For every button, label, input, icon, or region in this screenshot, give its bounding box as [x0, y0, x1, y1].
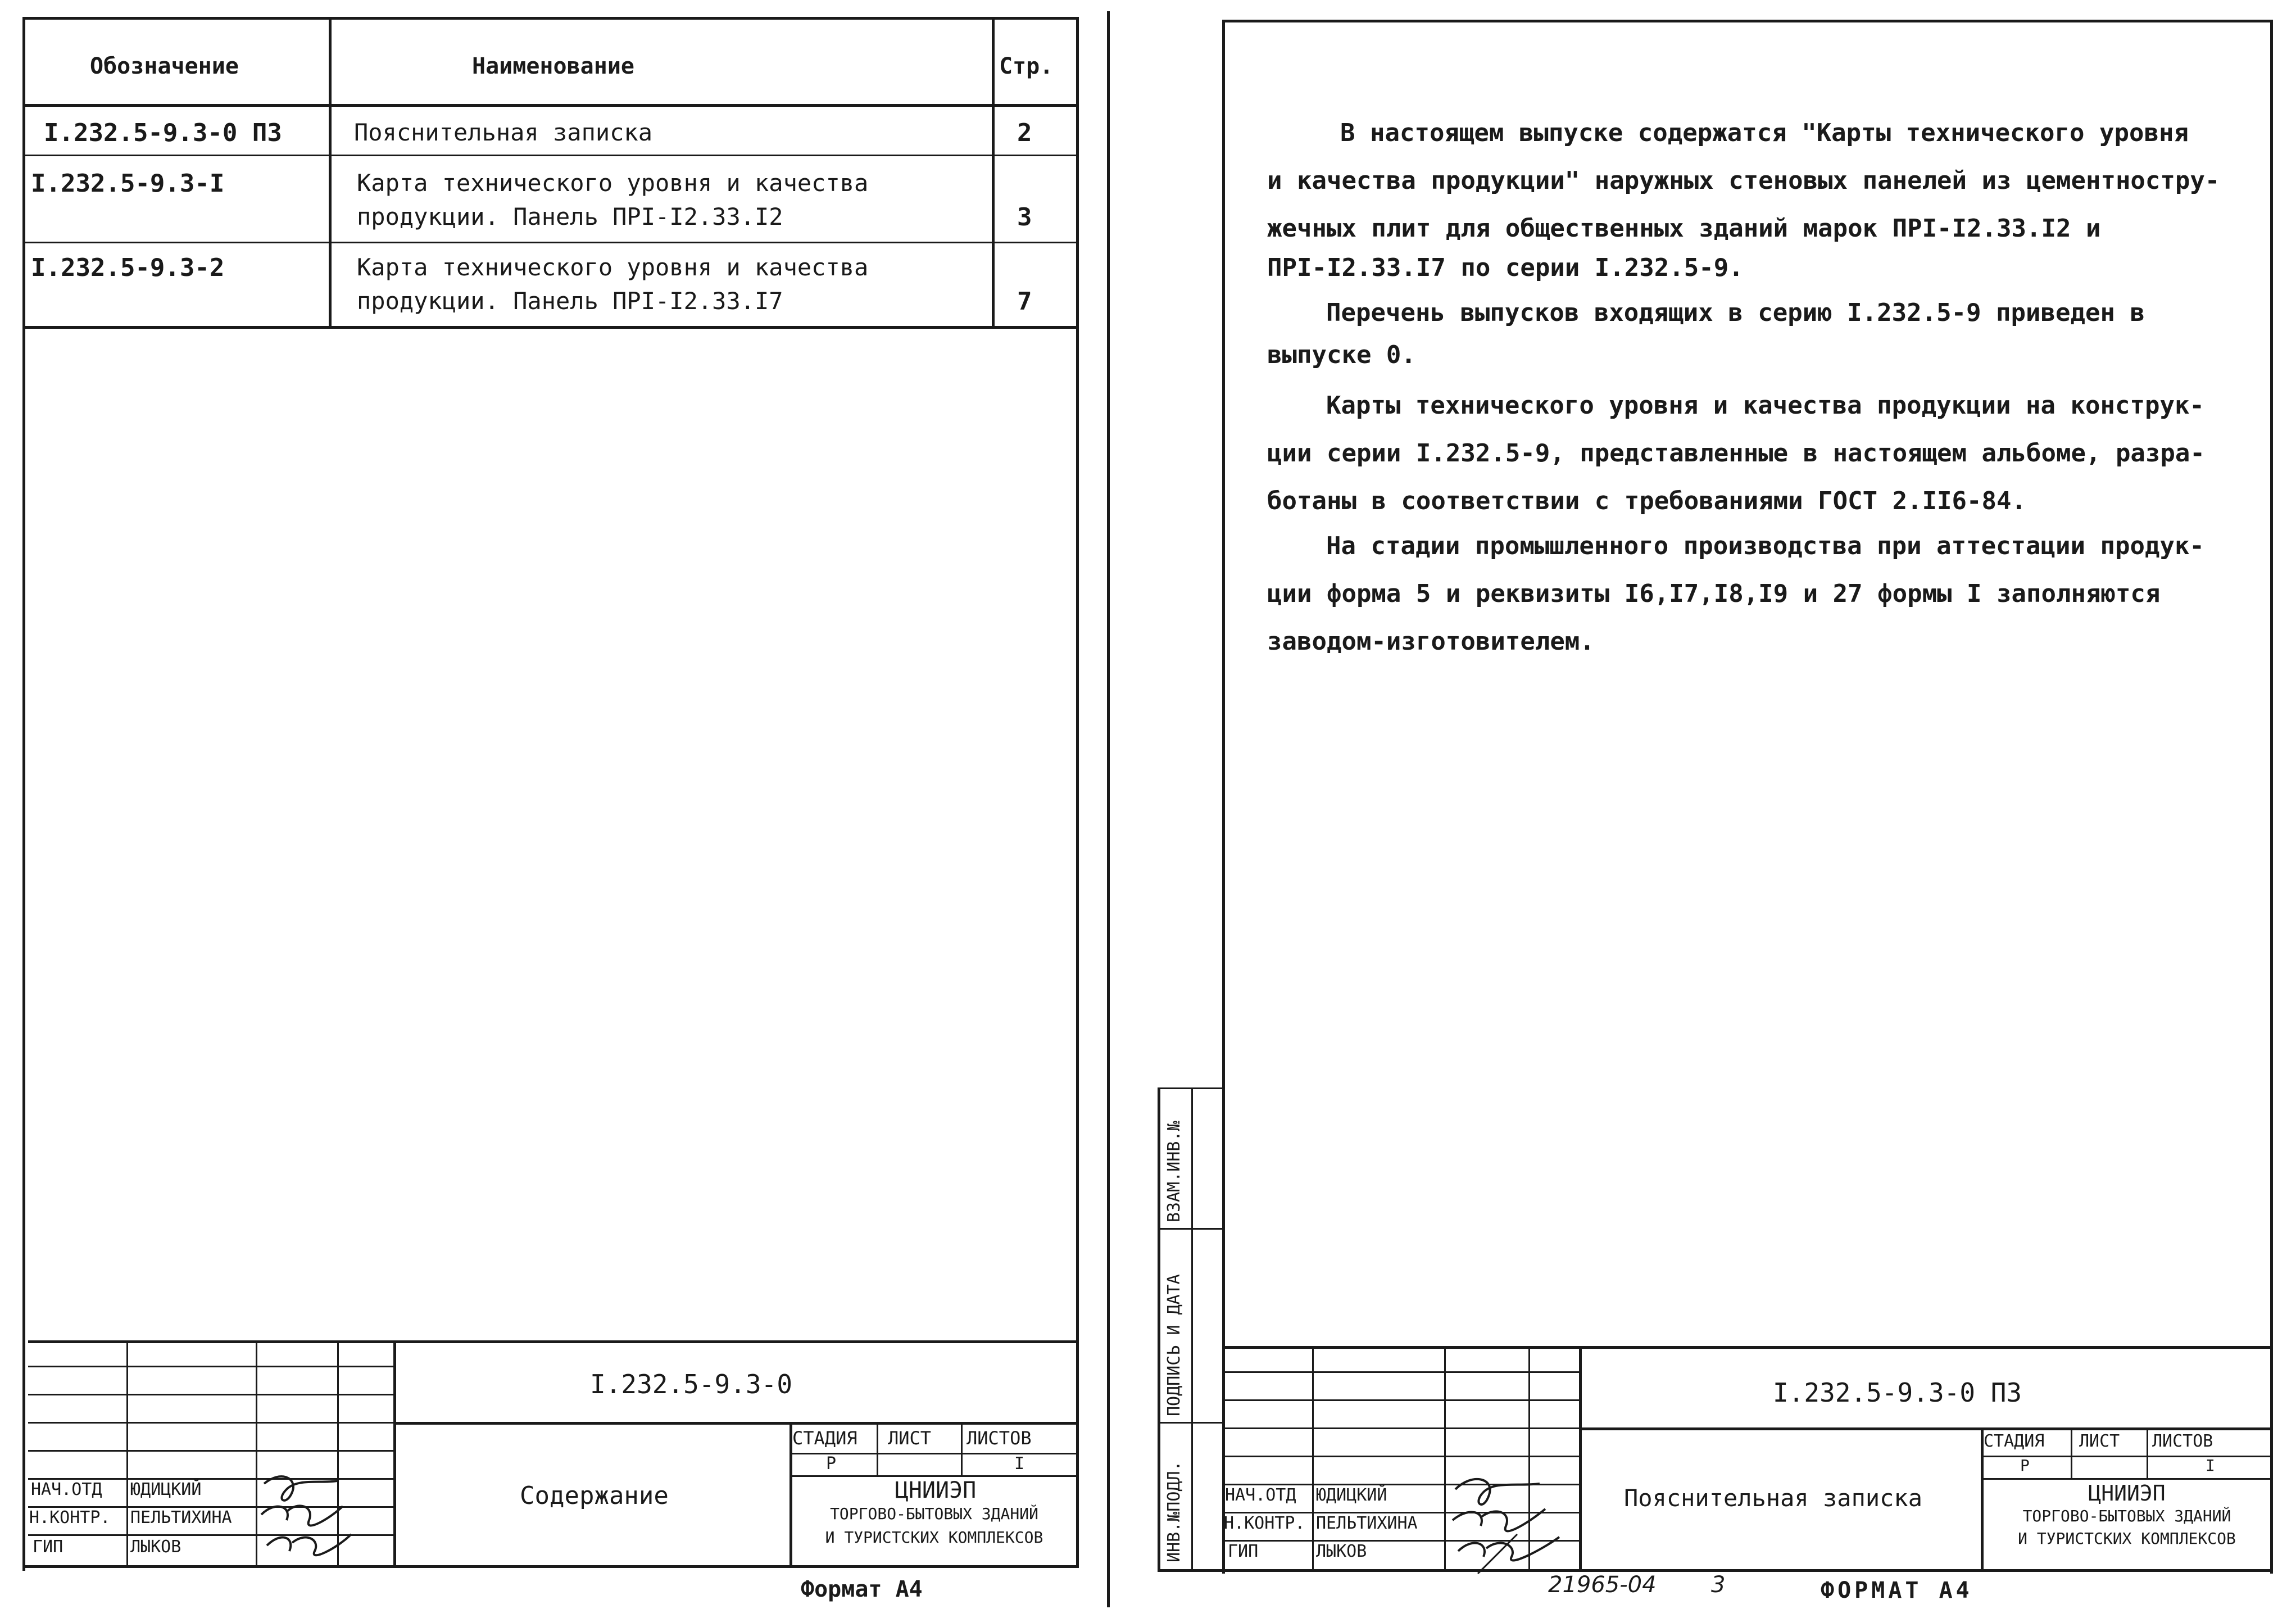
- paragraph-line: ции серии I.232.5-9, представленные в настоящем альбоме, разра-: [1267, 439, 2205, 468]
- signer-role: ГИП: [1228, 1542, 1259, 1561]
- sheets-label: ЛИСТОВ: [967, 1427, 1032, 1449]
- signer-name: ЮДИЦКИЙ: [130, 1480, 202, 1499]
- org-line: И ТУРИСТСКИХ КОМПЛЕКСОВ: [2018, 1529, 2236, 1548]
- title-block-code: I.232.5-9.3-0: [590, 1369, 793, 1399]
- paragraph-line: выпуске 0.: [1267, 341, 1416, 369]
- paragraph-line: Карты технического уровня и качества продукции на конструк-: [1326, 391, 2204, 420]
- page-number: 3: [1711, 1572, 1726, 1598]
- toc-name-line: Карта технического уровня и качества: [357, 169, 869, 197]
- title-block-code: I.232.5-9.3-0 ПЗ: [1773, 1377, 2022, 1408]
- toc-page: 3: [1017, 203, 1032, 232]
- toc-designation: I.232.5-9.3-I: [31, 169, 225, 198]
- paragraph-line: Перечень выпусков входящих в серию I.232.5-9 приведен в: [1326, 298, 2145, 327]
- right-frame-top: [1222, 20, 2273, 22]
- paragraph-line: заводом-изготовителем.: [1267, 627, 1595, 656]
- signer-role: НАЧ.ОТД: [1225, 1485, 1296, 1505]
- toc-designation: I.232.5-9.3-2: [31, 253, 225, 282]
- toc-name-line: продукции. Панель ПРI-I2.33.I7: [357, 287, 783, 315]
- center-divider: [1107, 11, 1110, 1607]
- toc-header-page: Стр.: [999, 53, 1054, 79]
- stage-label: СТАДИЯ: [792, 1427, 857, 1449]
- toc-name-line: продукции. Панель ПРI-I2.33.I2: [357, 203, 783, 230]
- archive-number: 21965-04: [1548, 1572, 1657, 1598]
- toc-page: 7: [1017, 287, 1032, 316]
- title-block-title: Пояснительная записка: [1624, 1484, 1923, 1512]
- left-frame-top: [22, 17, 1079, 20]
- signature-marks: [1444, 1467, 1568, 1579]
- stamp-inv-podl: ИНВ.№ПОДЛ.: [1164, 1461, 1184, 1562]
- stage-label: СТАДИЯ: [1984, 1431, 2045, 1451]
- signer-name: ПЕЛЬТИХИНА: [130, 1508, 232, 1528]
- toc-header-designation: Обозначение: [90, 53, 239, 79]
- paragraph-line: ции форма 5 и реквизиты I6,I7,I8,I9 и 27 формы I заполняются: [1267, 579, 2161, 608]
- paragraph-line: и качества продукции" наружных стеновых панелей из цементностру-: [1267, 166, 2220, 195]
- org-name: ЦНИИЭП: [895, 1477, 977, 1503]
- paragraph-line: В настоящем выпуске содержатся "Карты технического уровня: [1340, 119, 2189, 147]
- signer-name: ПЕЛЬТИХИНА: [1316, 1513, 1418, 1533]
- paragraph-line: жечных плит для общественных зданий марок ПРI-I2.33.I2 и: [1267, 214, 2101, 243]
- toc-page: 2: [1017, 119, 1032, 147]
- stage-value: Р: [2020, 1456, 2030, 1475]
- signer-role: ГИП: [33, 1537, 63, 1557]
- left-frame-left: [22, 17, 25, 1571]
- toc-designation: I.232.5-9.3-0 ПЗ: [44, 119, 282, 147]
- format-label: Формат А4: [801, 1576, 923, 1602]
- org-name: ЦНИИЭП: [2088, 1481, 2166, 1506]
- stage-value: Р: [826, 1454, 837, 1474]
- signer-role: Н.КОНТР.: [29, 1508, 111, 1528]
- toc-name-line: Карта технического уровня и качества: [357, 253, 869, 281]
- toc-header-name: Наименование: [472, 53, 634, 79]
- stamp-sign-date: ПОДПИСЬ И ДАТА: [1164, 1274, 1184, 1416]
- sheets-value: I: [1014, 1454, 1025, 1474]
- paragraph-line: ботаны в соответствии с требованиями ГОСТ 2.II6-84.: [1267, 487, 2027, 515]
- left-frame-right: [1076, 17, 1079, 1568]
- sheets-label: ЛИСТОВ: [2152, 1431, 2213, 1451]
- sheets-value: I: [2206, 1456, 2215, 1475]
- signer-name: ЛЫКОВ: [130, 1537, 181, 1557]
- title-block-title: Содержание: [520, 1481, 669, 1510]
- signer-name: ЛЫКОВ: [1316, 1542, 1367, 1561]
- toc-name-line: Пояснительная записка: [354, 119, 653, 146]
- left-frame-bottom: [22, 1565, 1079, 1568]
- paragraph-line: На стадии промышленного производства при аттестации продук-: [1326, 532, 2204, 560]
- signer-role: Н.КОНТР.: [1224, 1513, 1305, 1533]
- org-line: ТОРГОВО-БЫТОВЫХ ЗДАНИЙ: [2022, 1507, 2231, 1525]
- stamp-vzam-inv: ВЗАМ.ИНВ.№: [1164, 1121, 1184, 1222]
- format-label: ФОРМАТ А4: [1821, 1578, 1973, 1603]
- org-line: И ТУРИСТСКИХ КОМПЛЕКСОВ: [825, 1528, 1043, 1547]
- sheet-label: ЛИСТ: [2079, 1431, 2120, 1451]
- signer-name: ЮДИЦКИЙ: [1316, 1485, 1387, 1505]
- signature-marks: [253, 1467, 360, 1574]
- signer-role: НАЧ.ОТД: [31, 1480, 102, 1499]
- org-line: ТОРГОВО-БЫТОВЫХ ЗДАНИЙ: [830, 1504, 1038, 1523]
- right-frame-right: [2270, 20, 2273, 1574]
- right-frame-left: [1222, 20, 1225, 1574]
- paragraph-line: ПРI-I2.33.I7 по серии I.232.5-9.: [1267, 253, 1744, 282]
- sheet-label: ЛИСТ: [888, 1427, 932, 1449]
